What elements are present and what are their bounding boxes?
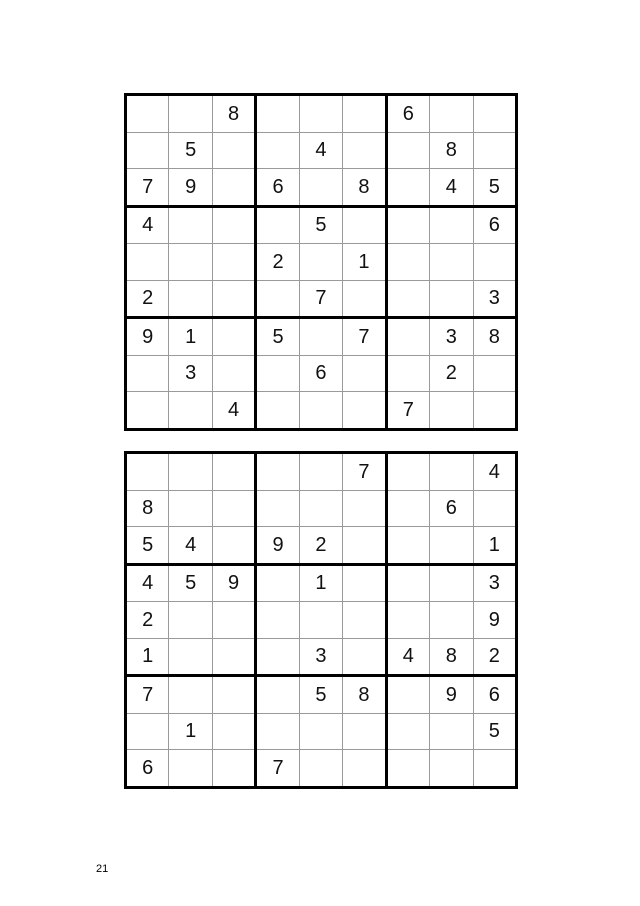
sudoku-cell[interactable]	[256, 132, 299, 169]
sudoku-cell[interactable]: 8	[430, 638, 473, 676]
sudoku-cell[interactable]: 5	[126, 527, 169, 565]
sudoku-cell[interactable]	[343, 206, 386, 244]
sudoku-cell[interactable]: 2	[126, 602, 169, 639]
sudoku-cell[interactable]	[386, 713, 429, 750]
grid-row	[126, 280, 517, 318]
grid-row	[126, 713, 517, 750]
sudoku-cell[interactable]: 4	[473, 453, 517, 491]
sudoku-cell[interactable]	[169, 490, 212, 527]
sudoku-cell[interactable]	[256, 453, 299, 491]
sudoku-cell[interactable]	[473, 490, 517, 527]
sudoku-cell[interactable]	[473, 750, 517, 788]
sudoku-cell[interactable]	[299, 750, 342, 788]
sudoku-cell[interactable]: 4	[299, 132, 342, 169]
sudoku-cell[interactable]: 1	[169, 318, 212, 356]
grid-row	[126, 453, 517, 491]
sudoku-cell[interactable]: 7	[256, 750, 299, 788]
sudoku-cell[interactable]: 7	[126, 169, 169, 207]
sudoku-cell[interactable]: 7	[299, 280, 342, 318]
sudoku-cell[interactable]: 4	[386, 638, 429, 676]
sudoku-cell[interactable]	[343, 392, 386, 430]
sudoku-cell[interactable]: 3	[473, 280, 517, 318]
sudoku-cell[interactable]: 6	[256, 169, 299, 207]
sudoku-cell[interactable]	[299, 95, 342, 133]
sudoku-cell[interactable]	[386, 676, 429, 714]
sudoku-cell[interactable]	[169, 392, 212, 430]
sudoku-cell[interactable]	[256, 280, 299, 318]
sudoku-cell[interactable]	[256, 392, 299, 430]
grid-row	[126, 132, 517, 169]
sudoku-cell[interactable]: 4	[430, 169, 473, 207]
sudoku-cell[interactable]	[386, 750, 429, 788]
sudoku-cell[interactable]	[212, 676, 255, 714]
sudoku-cell[interactable]	[386, 206, 429, 244]
sudoku-cell[interactable]	[386, 169, 429, 207]
sudoku-cell[interactable]	[299, 490, 342, 527]
sudoku-cell[interactable]	[386, 280, 429, 318]
sudoku-cell[interactable]: 8	[343, 676, 386, 714]
grid-row	[126, 676, 517, 714]
sudoku-cell[interactable]	[430, 564, 473, 602]
sudoku-cell[interactable]: 2	[256, 244, 299, 281]
sudoku-cell[interactable]: 8	[212, 95, 255, 133]
sudoku-cell[interactable]: 7	[386, 392, 429, 430]
sudoku-cell[interactable]	[430, 453, 473, 491]
sudoku-cell[interactable]	[386, 527, 429, 565]
sudoku-cell[interactable]: 6	[299, 355, 342, 392]
sudoku-cell[interactable]	[212, 244, 255, 281]
sudoku-cell[interactable]	[212, 453, 255, 491]
sudoku-cell[interactable]: 9	[212, 564, 255, 602]
sudoku-cell[interactable]	[430, 392, 473, 430]
sudoku-cell[interactable]	[169, 676, 212, 714]
page-number: 21	[96, 863, 109, 875]
sudoku-cell[interactable]: 5	[169, 564, 212, 602]
sudoku-cell[interactable]: 2	[126, 280, 169, 318]
sudoku-cell[interactable]	[299, 392, 342, 430]
sudoku-cell[interactable]	[386, 355, 429, 392]
sudoku-cell[interactable]: 3	[169, 355, 212, 392]
sudoku-cell[interactable]	[212, 355, 255, 392]
sudoku-cell[interactable]	[126, 132, 169, 169]
sudoku-cell[interactable]	[343, 280, 386, 318]
sudoku-cell[interactable]: 5	[473, 169, 517, 207]
sudoku-cell[interactable]	[473, 132, 517, 169]
sudoku-cell[interactable]: 7	[343, 318, 386, 356]
sudoku-cell[interactable]	[212, 318, 255, 356]
sudoku-cell[interactable]	[430, 527, 473, 565]
sudoku-cell[interactable]	[126, 453, 169, 491]
sudoku-cell[interactable]	[169, 206, 212, 244]
grid-row	[126, 602, 517, 639]
grid-row	[126, 527, 517, 565]
grid-row	[126, 355, 517, 392]
sudoku-cell[interactable]: 9	[473, 602, 517, 639]
sudoku-cell[interactable]: 9	[169, 169, 212, 207]
sudoku-cell[interactable]	[430, 750, 473, 788]
sudoku-cell[interactable]: 3	[473, 564, 517, 602]
sudoku-cell[interactable]: 4	[126, 564, 169, 602]
sudoku-cell[interactable]: 6	[126, 750, 169, 788]
sudoku-cell[interactable]	[212, 490, 255, 527]
sudoku-cell[interactable]	[126, 392, 169, 430]
sudoku-cell[interactable]	[256, 95, 299, 133]
sudoku-cell[interactable]: 3	[299, 638, 342, 676]
sudoku-cell[interactable]	[212, 206, 255, 244]
sudoku-cell[interactable]	[473, 244, 517, 281]
sudoku-cell[interactable]: 3	[430, 318, 473, 356]
sudoku-cell[interactable]	[430, 95, 473, 133]
sudoku-cell[interactable]	[126, 355, 169, 392]
sudoku-cell[interactable]	[343, 713, 386, 750]
sudoku-cell[interactable]	[212, 713, 255, 750]
sudoku-cell[interactable]: 6	[473, 676, 517, 714]
sudoku-cell[interactable]	[256, 676, 299, 714]
sudoku-cell[interactable]	[343, 602, 386, 639]
sudoku-cell[interactable]	[212, 638, 255, 676]
sudoku-grid-2	[124, 451, 518, 789]
grid-row	[126, 95, 517, 133]
sudoku-cell[interactable]: 5	[256, 318, 299, 356]
sudoku-cell[interactable]	[386, 244, 429, 281]
sudoku-cell[interactable]: 9	[256, 527, 299, 565]
sudoku-cell[interactable]: 4	[169, 527, 212, 565]
sudoku-cell[interactable]: 6	[386, 95, 429, 133]
sudoku-cell[interactable]	[430, 244, 473, 281]
grid-row	[126, 392, 517, 430]
sudoku-cell[interactable]	[430, 602, 473, 639]
sudoku-cell[interactable]	[343, 638, 386, 676]
grid-row	[126, 318, 517, 356]
sudoku-cell[interactable]: 6	[473, 206, 517, 244]
sudoku-cell[interactable]: 9	[430, 676, 473, 714]
sudoku-cell[interactable]	[126, 713, 169, 750]
sudoku-cell[interactable]: 1	[126, 638, 169, 676]
grid-row	[126, 750, 517, 788]
sudoku-cell[interactable]	[169, 280, 212, 318]
sudoku-cell[interactable]: 7	[343, 453, 386, 491]
sudoku-cell[interactable]: 1	[299, 564, 342, 602]
sudoku-cell[interactable]	[169, 95, 212, 133]
sudoku-cell[interactable]	[256, 564, 299, 602]
sudoku-cell[interactable]: 4	[126, 206, 169, 244]
sudoku-cell[interactable]: 2	[473, 638, 517, 676]
grid-row	[126, 490, 517, 527]
sudoku-cell[interactable]	[256, 490, 299, 527]
sudoku-cell[interactable]: 8	[430, 132, 473, 169]
sudoku-cell[interactable]	[343, 564, 386, 602]
sudoku-cell[interactable]	[299, 318, 342, 356]
sudoku-cell[interactable]	[430, 280, 473, 318]
sudoku-cell[interactable]	[386, 318, 429, 356]
grid-row	[126, 169, 517, 207]
sudoku-cell[interactable]	[212, 132, 255, 169]
sudoku-cell[interactable]	[473, 95, 517, 133]
sudoku-cell[interactable]	[256, 638, 299, 676]
sudoku-cell[interactable]	[212, 750, 255, 788]
sudoku-cell[interactable]	[473, 392, 517, 430]
sudoku-cell[interactable]: 9	[126, 318, 169, 356]
grid-row	[126, 244, 517, 281]
sudoku-cell[interactable]: 5	[299, 206, 342, 244]
sudoku-cell[interactable]: 5	[169, 132, 212, 169]
grid-row	[126, 206, 517, 244]
sudoku-cell[interactable]	[299, 169, 342, 207]
sudoku-cell[interactable]	[386, 490, 429, 527]
sudoku-cell[interactable]: 8	[126, 490, 169, 527]
sudoku-cell[interactable]	[343, 95, 386, 133]
sudoku-cell[interactable]	[343, 132, 386, 169]
sudoku-cell[interactable]	[386, 453, 429, 491]
sudoku-cell[interactable]	[299, 713, 342, 750]
sudoku-cell[interactable]	[473, 355, 517, 392]
sudoku-cell[interactable]	[169, 244, 212, 281]
sudoku-cell[interactable]	[299, 602, 342, 639]
sudoku-cell[interactable]: 5	[473, 713, 517, 750]
sudoku-cell[interactable]	[299, 453, 342, 491]
sudoku-cell[interactable]	[212, 280, 255, 318]
sudoku-cell[interactable]: 5	[299, 676, 342, 714]
sudoku-cell[interactable]	[343, 355, 386, 392]
sudoku-cell[interactable]	[430, 713, 473, 750]
sudoku-cell[interactable]	[256, 355, 299, 392]
sudoku-cell[interactable]	[299, 244, 342, 281]
sudoku-cell[interactable]	[343, 750, 386, 788]
sudoku-cell[interactable]	[169, 602, 212, 639]
sudoku-cell[interactable]	[256, 602, 299, 639]
grid-row	[126, 638, 517, 676]
sudoku-cell[interactable]	[343, 527, 386, 565]
grid-row	[126, 564, 517, 602]
sudoku-cell[interactable]: 6	[430, 490, 473, 527]
sudoku-cell[interactable]: 8	[343, 169, 386, 207]
sudoku-cell[interactable]	[386, 602, 429, 639]
sudoku-cell[interactable]	[212, 602, 255, 639]
sudoku-cell[interactable]	[386, 132, 429, 169]
sudoku-cell[interactable]	[169, 453, 212, 491]
sudoku-cell[interactable]	[256, 713, 299, 750]
sudoku-cell[interactable]: 2	[299, 527, 342, 565]
sudoku-cell[interactable]	[169, 638, 212, 676]
sudoku-cell[interactable]	[169, 750, 212, 788]
sudoku-cell[interactable]	[343, 490, 386, 527]
sudoku-cell[interactable]	[126, 244, 169, 281]
sudoku-cell[interactable]	[212, 169, 255, 207]
sudoku-cell[interactable]: 1	[473, 527, 517, 565]
sudoku-grid-1	[124, 93, 518, 431]
sudoku-cell[interactable]: 1	[343, 244, 386, 281]
sudoku-cell[interactable]: 2	[430, 355, 473, 392]
sudoku-cell[interactable]	[430, 206, 473, 244]
sudoku-cell[interactable]	[386, 564, 429, 602]
sudoku-cell[interactable]: 4	[212, 392, 255, 430]
sudoku-cell[interactable]: 7	[126, 676, 169, 714]
sudoku-cell[interactable]	[126, 95, 169, 133]
sudoku-cell[interactable]: 1	[169, 713, 212, 750]
sudoku-cell[interactable]: 8	[473, 318, 517, 356]
sudoku-cell[interactable]	[256, 206, 299, 244]
sudoku-cell[interactable]	[212, 527, 255, 565]
